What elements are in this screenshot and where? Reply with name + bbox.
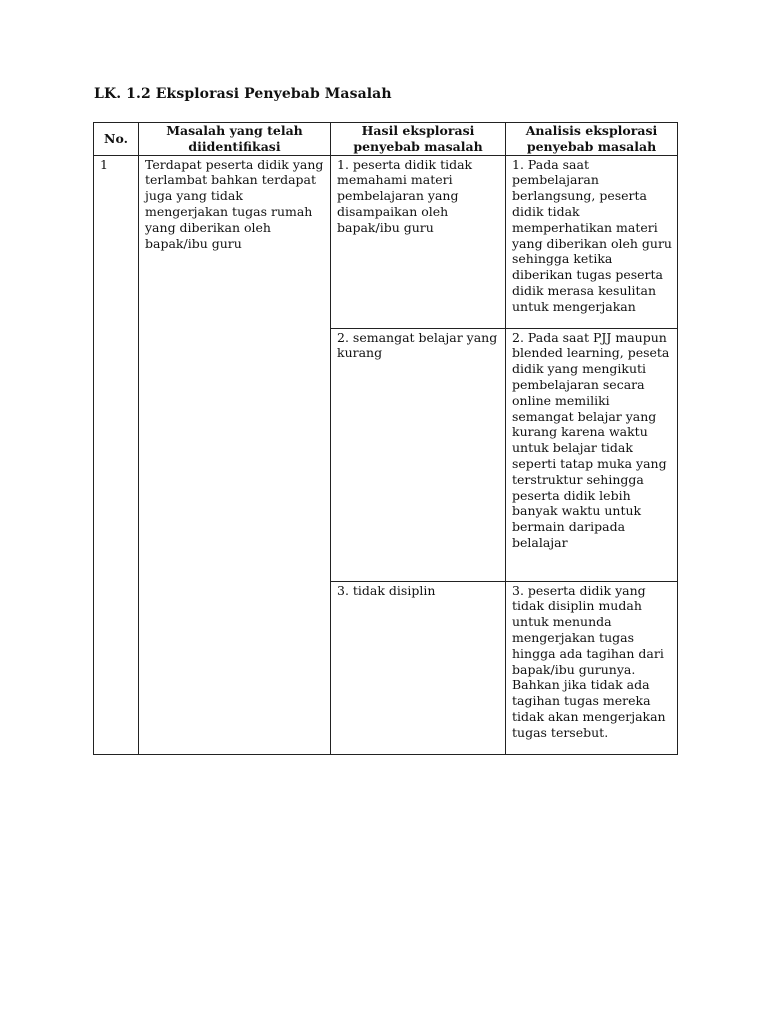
problem-exploration-table bbox=[93, 122, 678, 755]
header-hasil-eksplorasi: Hasil eksplorasi penyebab masalah bbox=[331, 123, 506, 156]
header-no: No. bbox=[94, 123, 139, 156]
header-analisis-eksplorasi: Analisis eksplorasi penyebab masalah bbox=[506, 123, 678, 156]
cause-cell-1: 1. peserta didik tidak memahami materi pembelajaran yang disampaikan oleh bapak/ibu guru bbox=[331, 155, 506, 328]
analysis-cell-1: 1. Pada saat pembelajaran berlangsung, peserta didik tidak memperhatikan materi yang diberikan oleh guru sehingga ketika diberikan tugas peserta didik merasa kesulitan untuk mengerjakan bbox=[506, 155, 678, 328]
cause-cell-3: 3. tidak disiplin bbox=[331, 581, 506, 754]
problem-cell: Terdapat peserta didik yang terlambat bahkan terdapat juga yang tidak mengerjakan tugas rumah yang diberikan oleh bapak/ibu guru bbox=[139, 155, 331, 754]
cause-cell-2: 2. semangat belajar yang kurang bbox=[331, 328, 506, 581]
header-masalah: Masalah yang telah diidentifikasi bbox=[139, 123, 331, 156]
analysis-cell-2: 2. Pada saat PJJ maupun blended learning, peseta didik yang mengikuti pembelajaran secara online memiliki semangat belajar yang kurang karena waktu untuk belajar tidak seperti tatap muka yang terstruktur sehingga peserta didik lebih banyak waktu untuk bermain daripada belalajar bbox=[506, 328, 678, 581]
row-number-cell: 1 bbox=[94, 155, 139, 754]
table-row bbox=[94, 155, 678, 328]
analysis-cell-3: 3. peserta didik yang tidak disiplin mudah untuk menunda mengerjakan tugas hingga ada tagihan dari bapak/ibu gurunya. Bahkan jika tidak ada tagihan tugas mereka tidak akan mengerjakan tugas tersebut. bbox=[506, 581, 678, 754]
document-title: LK. 1.2 Eksplorasi Penyebab Masalah bbox=[94, 86, 392, 102]
table-header-row bbox=[94, 123, 678, 156]
